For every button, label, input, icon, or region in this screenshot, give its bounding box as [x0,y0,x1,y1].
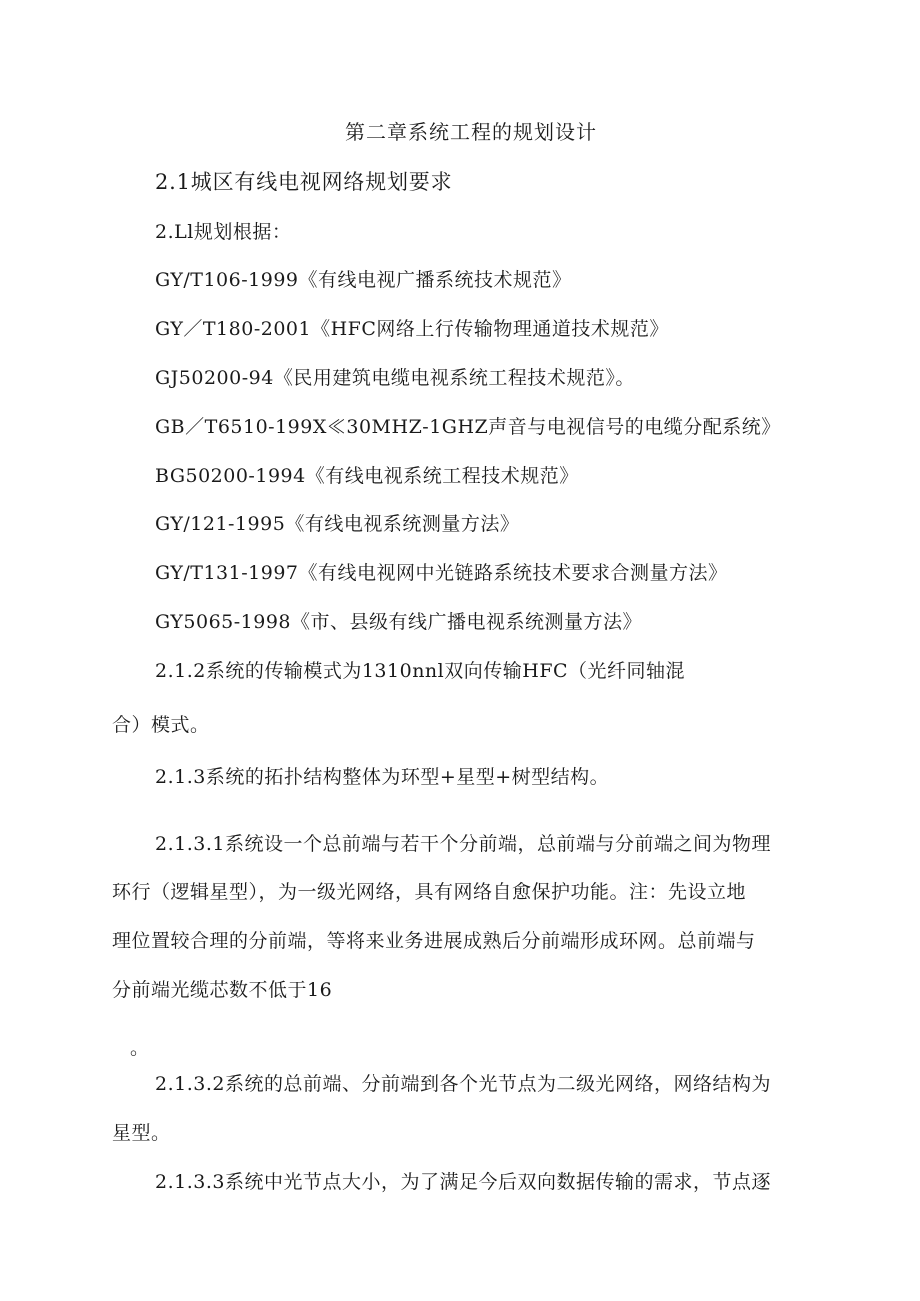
standard-item: GY/121-1995《有线电视系统测量方法》 [155,513,520,535]
standard-item: GJ50200-94《民用建筑电缆电视系统工程技术规范》。 [155,367,635,389]
paragraph-2-1-3-1-line4: 分前端光缆芯数不低于16 [112,979,333,1001]
standard-item: BG50200-1994《有线电视系统工程技术规范》 [155,465,579,487]
paragraph-2-1-2-line2: 合）模式。 [112,714,210,736]
paragraph-2-1-3: 2.1.3系统的拓扑结构整体为环型+星型+树型结构。 [155,766,610,788]
standard-item: GY/T106-1999《有线电视广播系统技术规范》 [155,269,572,291]
paragraph-2-1-2-line1: 2.1.2系统的传输模式为1310nnl双向传输HFC（光纤同轴混 [155,660,686,682]
section-heading-2-1: 2.1城区有线电视网络规划要求 [155,170,453,194]
standard-item: GY／T180-2001《HFC网络上行传输物理通道技术规范》 [155,318,669,340]
paragraph-2-1-3-1-line2: 环行（逻辑星型），为一级光网络，具有网络自愈保护功能。注：先设立地 [112,881,747,903]
subsection-heading-2-1-1: 2.Ll规划根据： [155,221,292,243]
standard-item: GY5065-1998《市、县级有线广播电视系统测量方法》 [155,611,643,633]
paragraph-2-1-3-1-line3: 理位置较合理的分前端，等将来业务进展成熟后分前端形成环网。总前端与 [112,930,756,952]
paragraph-2-1-3-3-line1: 2.1.3.3系统中光节点大小，为了满足今后双向数据传输的需求，节点逐 [155,1171,771,1193]
paragraph-2-1-3-1-line1: 2.1.3.1系统设一个总前端与若干个分前端，总前端与分前端之间为物理 [155,833,771,855]
paragraph-2-1-3-2-line2: 星型。 [112,1122,171,1144]
standard-item: GB／T6510-199X≪30MHZ-1GHZ声音与电视信号的电缆分配系统》 [155,416,781,438]
paragraph-2-1-3-2-line1: 2.1.3.2系统的总前端、分前端到各个光节点为二级光网络，网络结构为 [155,1073,771,1095]
standard-item: GY/T131-1997《有线电视网中光链路系统技术要求合测量方法》 [155,562,728,584]
chapter-title: 第二章系统工程的规划设计 [345,120,597,144]
paragraph-2-1-3-1-trailing: 。 [130,1037,150,1059]
